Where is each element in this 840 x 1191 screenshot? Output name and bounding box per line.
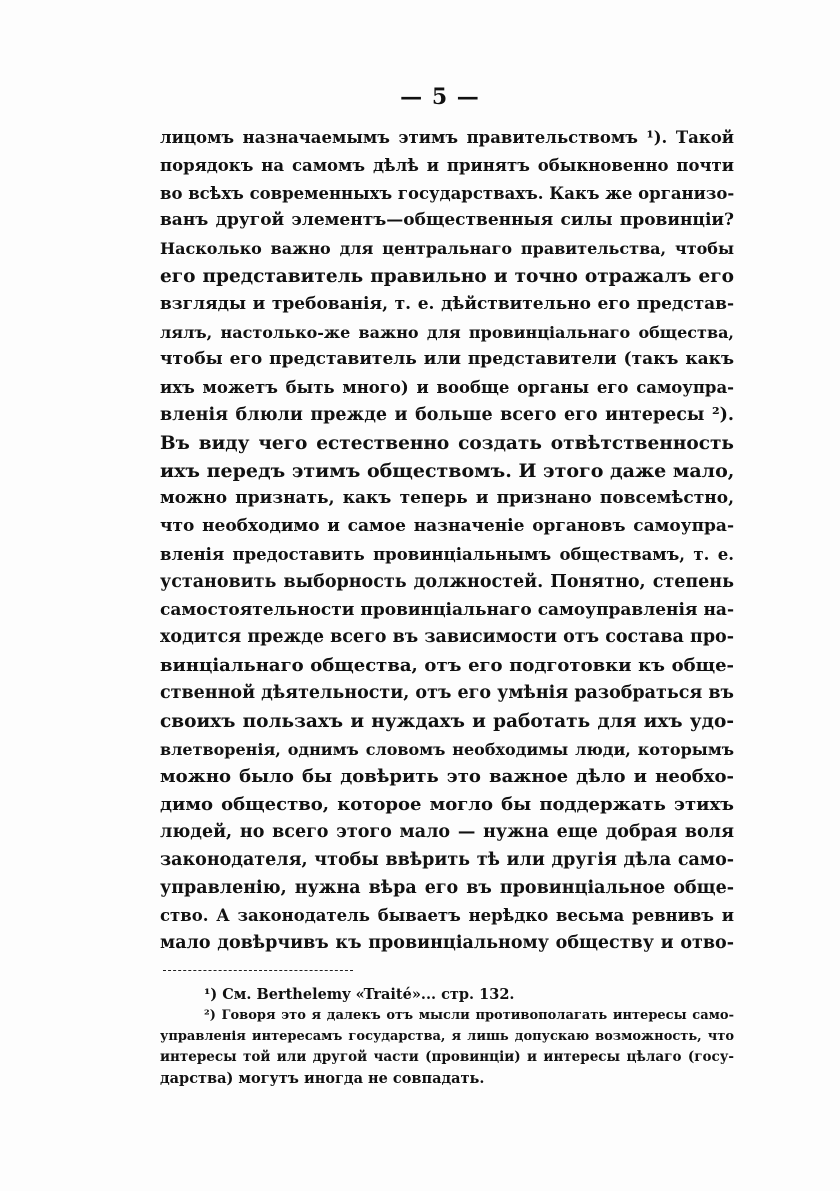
text-line: чтобы его представитель или представители (такъ какъ [160,349,734,370]
text-line: ство. А законодатель бываетъ нерѣдко весьма ревнивъ и [160,906,734,926]
text-line: его представитель правильно и точно отражалъ его [160,265,734,287]
text-line: димо общество, которое могло бы поддержать этихъ [160,794,734,816]
text-line: взгляды и требованія, т. е. дѣйствительно его представ- [160,293,734,314]
text-line: порядокъ на самомъ дѣлѣ и принятъ обыкновенно почти [160,155,734,175]
body-text [160,124,734,958]
text-line: управленію, нужна вѣра его въ провинціальное обще- [160,877,734,898]
text-line: можно признать, какъ теперь и признано повсемѣстно, [160,488,734,509]
text-line: ихъ можетъ быть много) и вообще органы его самоупра- [160,378,734,398]
footnote-2-line: управленія интересамъ государства, я лишь допускаю возможность, что [160,1029,734,1044]
text-line: ственной дѣятельности, отъ его умѣнія разобраться въ [160,682,734,703]
footnotes [160,984,734,1089]
text-line: Въ виду чего естественно создать отвѣтственность [160,432,734,454]
text-line: влетворенія, однимъ словомъ необходимы люди, которымъ [160,739,734,759]
text-line: ванъ другой элементъ—общественныя силы провинціи? [160,210,734,231]
footnote-divider [163,970,353,971]
text-line: установить выборность должностей. Понятно, степень [160,571,734,592]
text-line: винціальнаго общества, отъ его подготовки къ обще- [160,655,734,677]
text-line: своихъ пользахъ и нуждахъ и работать для ихъ удо- [160,710,734,732]
text-line: вленія предоставить провинціальнымъ обществамъ, т. е. [160,544,734,564]
footnote-2-line: ²) Говоря это я далекъ отъ мысли противополагать интересы само- [204,1008,734,1023]
text-line: лицомъ назначаемымъ этимъ правительствомъ ¹). Такой [160,128,734,147]
text-line: лялъ, настолько-же важно для провинціальнаго общества, [160,322,734,342]
text-line: ходится прежде всего въ зависимости отъ состава про- [160,627,734,648]
text-line: ихъ передъ этимъ обществомъ. И этого даже мало, [160,459,735,482]
text-line: людей, но всего этого мало — нужна еще добрая воля [160,821,734,842]
text-line: во всѣхъ современныхъ государствахъ. Какъ же организо- [160,183,735,203]
footnote-1: ¹) См. Berthelemy «Traité»... стр. 132. [204,986,515,1003]
text-line: самостоятельности провинціальнаго самоуправленія на- [160,599,734,620]
footnote-2-line: дарства) могутъ иногда не совпадать. [160,1070,485,1087]
text-line: что необходимо и самое назначеніе органовъ самоупра- [160,516,734,537]
text-line: законодателя, чтобы ввѣрить тѣ или другія дѣла само- [160,849,734,870]
text-line: вленія блюли прежде и больше всего его интересы ²). [160,404,734,425]
page-number: — 5 — [400,84,480,110]
text-line: можно было бы довѣрить это важное дѣло и необхо- [160,766,734,788]
text-line: Насколько важно для центральнаго правительства, чтобы [160,239,734,259]
text-line: мало довѣрчивъ къ провинціальному обществу и отво- [160,933,734,954]
footnote-2-line: интересы той или другой части (провинціи) и интересы цѣлаго (госу- [160,1049,734,1065]
